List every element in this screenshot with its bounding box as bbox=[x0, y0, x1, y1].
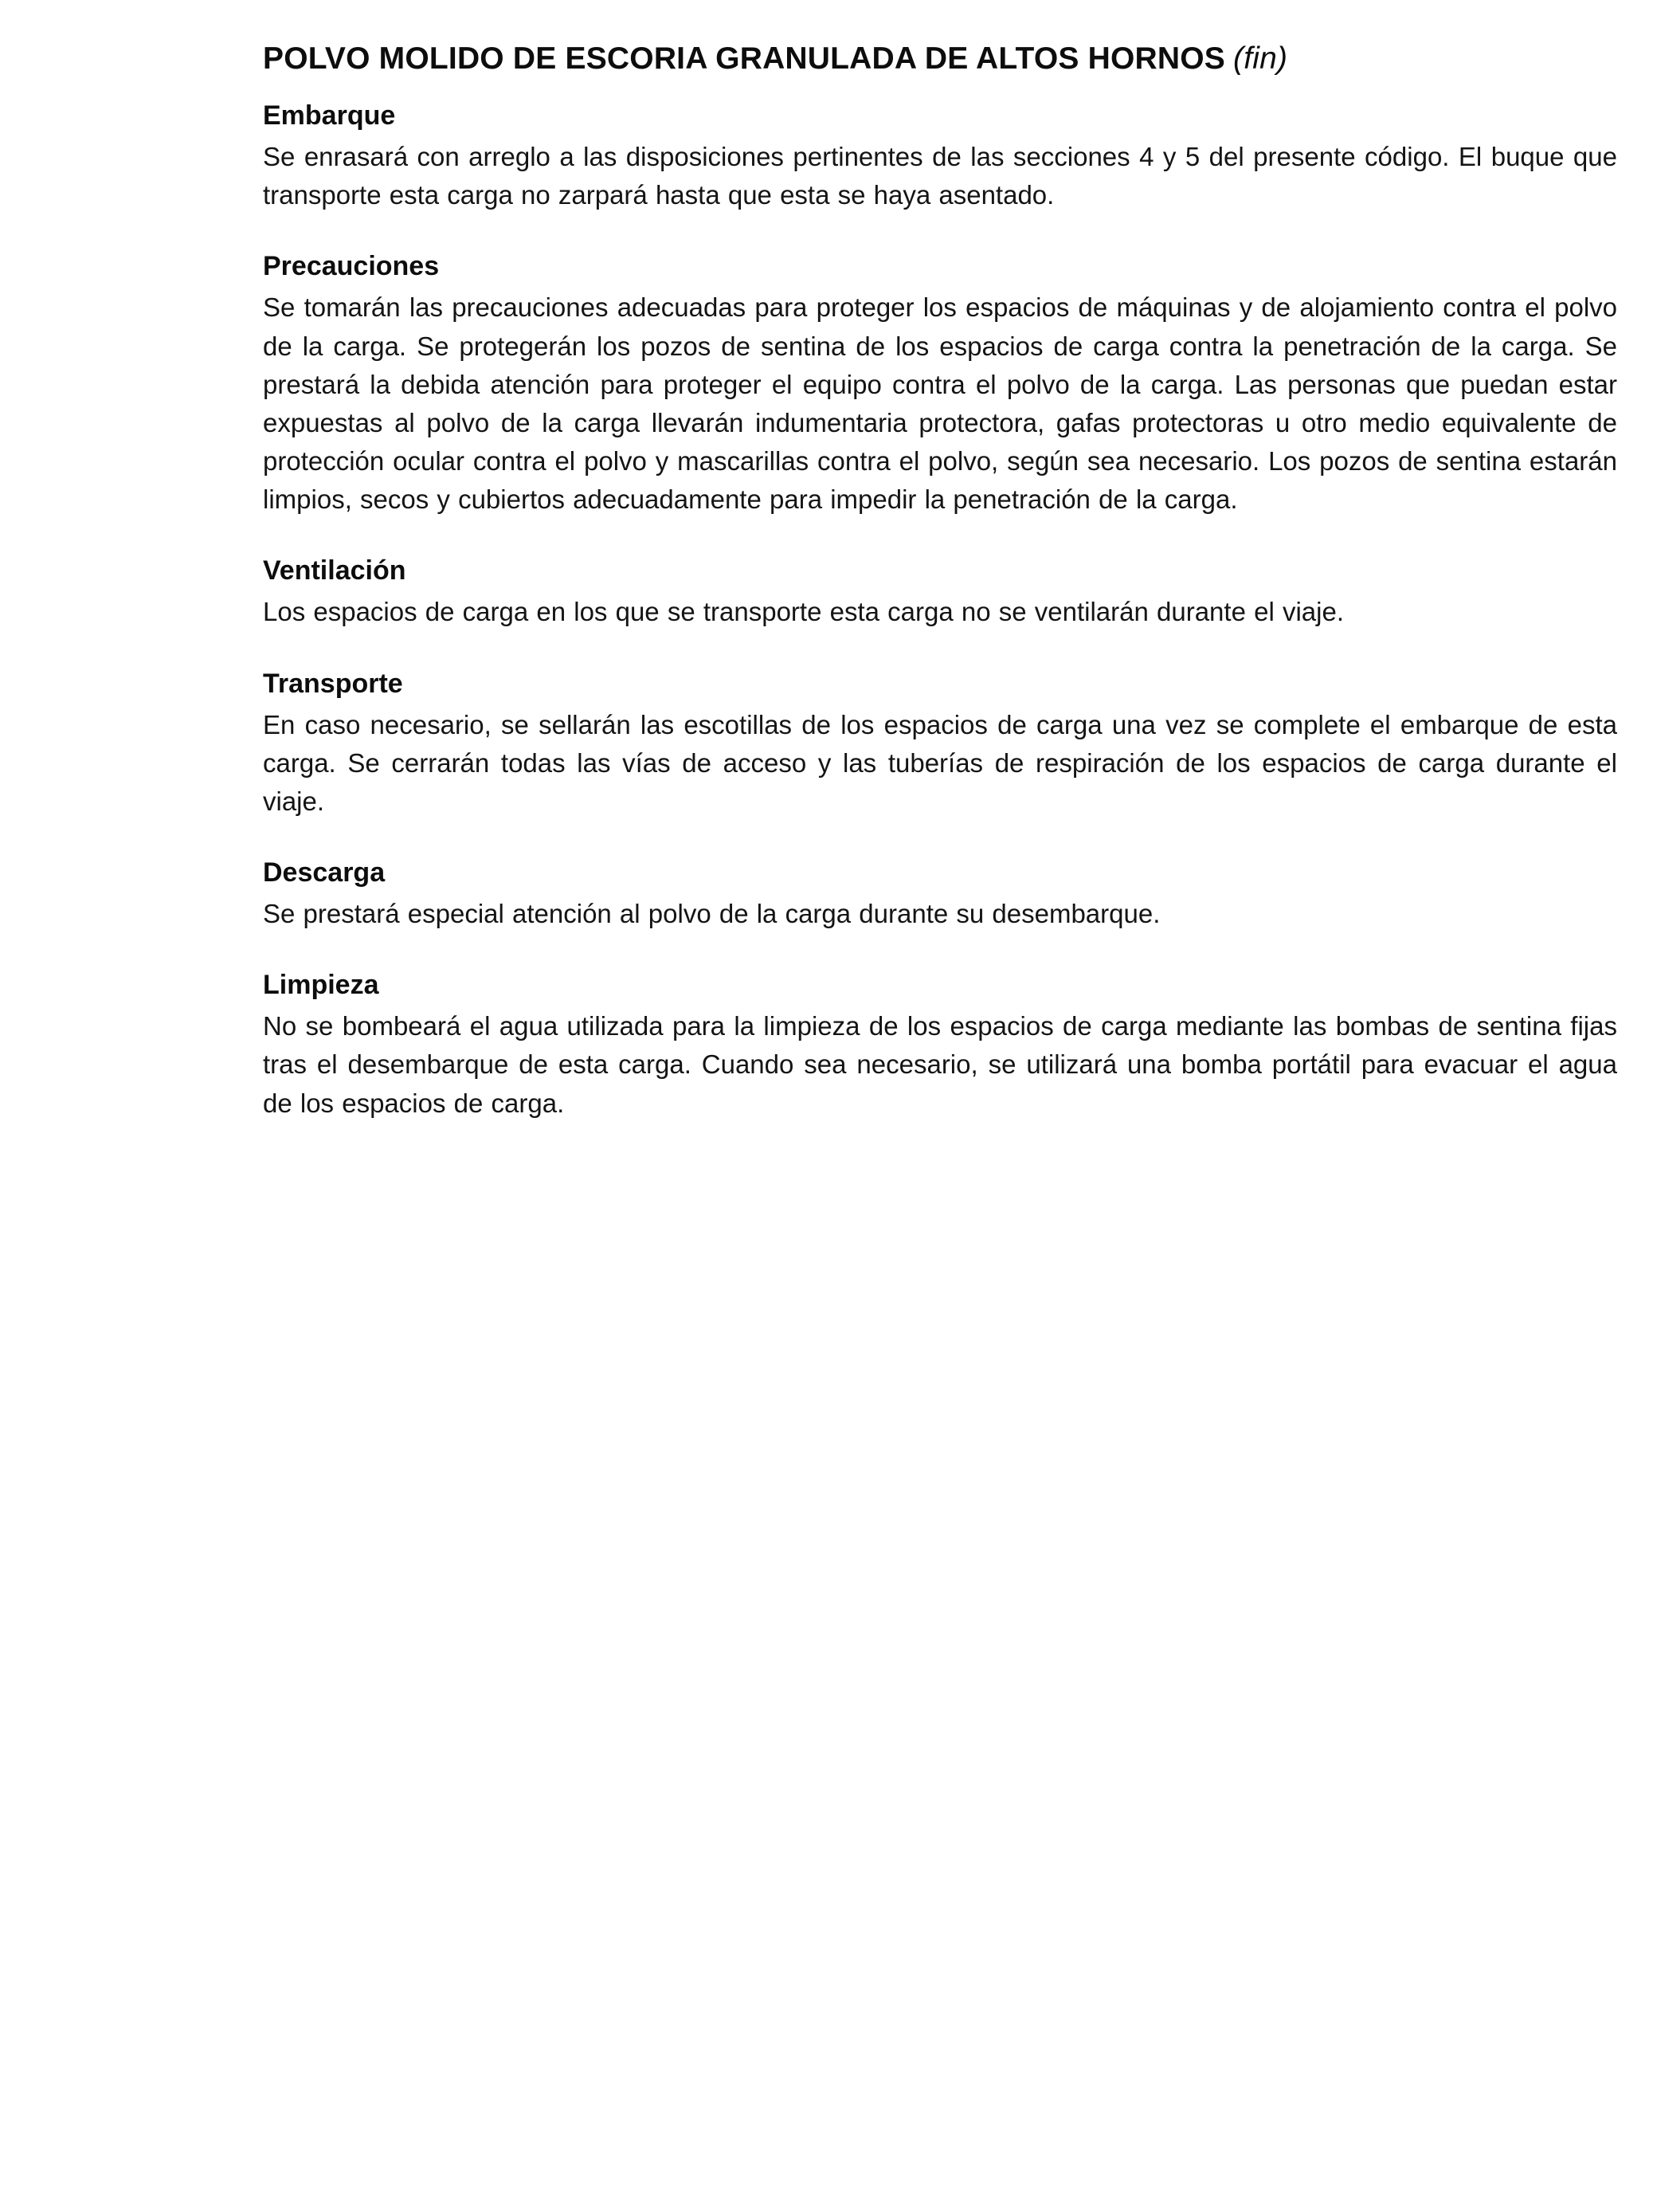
section-descarga bbox=[263, 857, 1617, 933]
section-body: Se prestará especial atención al polvo de la carga durante su desembarque. bbox=[263, 899, 1161, 929]
section-heading: Descarga bbox=[263, 857, 386, 888]
section-heading: Transporte bbox=[263, 668, 403, 699]
section-body: Se tomarán las precauciones adecuadas para proteger los espacios de máquinas y de alojamiento contra el polvo de la carga. Se protegerán los pozos de sentina de los espacios de carga contra la penetración de la carga. Se prestará la debida atención para proteger el equipo contra el polvo de la carga. Las personas que puedan estar expuestas al polvo de la carga llevarán indumentaria protectora, gafas protectoras u otro medio equivalente de protección ocular contra el polvo y mascarillas contra el polvo, según sea necesario. Los pozos de sentina estarán limpios, secos y cubiertos adecuadamente para impedir la penetración de la carga. bbox=[263, 292, 1617, 515]
section-body: Los espacios de carga en los que se transporte esta carga no se ventilarán durante el viaje. bbox=[263, 597, 1344, 627]
section-heading: Limpieza bbox=[263, 970, 379, 1001]
page-title-text: POLVO MOLIDO DE ESCORIA GRANULADA DE ALTOS HORNOS bbox=[263, 41, 1226, 76]
section-limpieza bbox=[263, 970, 1617, 1123]
page-title bbox=[263, 41, 1617, 76]
section-transporte bbox=[263, 669, 1617, 822]
section-body: No se bombeará el agua utilizada para la limpieza de los espacios de carga mediante las bombas de sentina fijas tras el desembarque de esta carga. Cuando sea necesario, se utilizará una bomba portátil para evacuar el agua de los espacios de carga. bbox=[263, 1011, 1617, 1118]
section-embarque bbox=[263, 100, 1617, 214]
section-body: Se enrasará con arreglo a las disposiciones pertinentes de las secciones 4 y 5 del presente código. El buque que transporte esta carga no zarpará hasta que esta se haya asentado. bbox=[263, 142, 1617, 210]
section-heading: Embarque bbox=[263, 100, 396, 131]
section-precauciones bbox=[263, 251, 1617, 519]
section-ventilacion bbox=[263, 555, 1617, 631]
section-body: En caso necesario, se sellarán las escotillas de los espacios de carga una vez se complete el embarque de esta carga. Se cerrarán todas las vías de acceso y las tuberías de respiración de los espacios de carga durante el viaje. bbox=[263, 709, 1617, 816]
section-heading: Ventilación bbox=[263, 555, 406, 586]
section-heading: Precauciones bbox=[263, 251, 440, 282]
page-title-suffix: (fin) bbox=[1233, 41, 1288, 76]
